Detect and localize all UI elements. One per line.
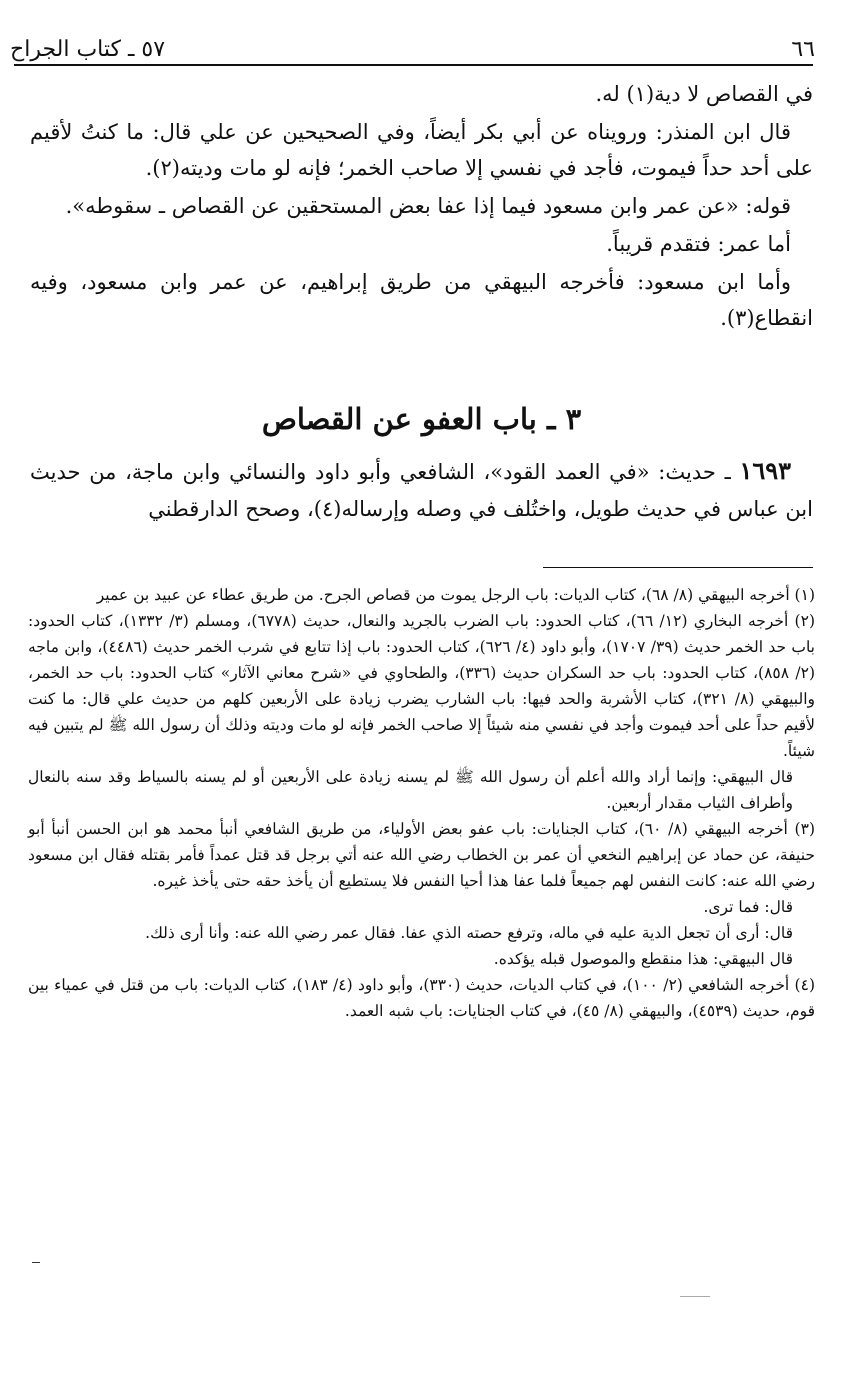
paragraph-5: وأما ابن مسعود: فأخرجه البيهقي من طريق إبراهيم، عن عمر وابن مسعود، وفيه انقطاع(٣). bbox=[30, 270, 813, 330]
footnotes bbox=[28, 582, 815, 1024]
hadith-paragraph bbox=[30, 452, 813, 528]
footnote-2: (٢) أخرجه البخاري (١٢/ ٦٦)، كتاب الحدود: باب الضرب بالجريد والنعال، حديث (٦٧٧٨)، ومسلم (٣/ ١٣٣٢)، كتاب الحدود: باب حد الخمر حديث (٣٩/ ١٧٠٧)، وأبو داود (٤/ ٦٢٦)، كتاب الحدود: باب إذا تتابع في شرب الخمر حديث (٤٤٨٦)، وابن ماجه (٢/ ٨٥٨)، كتاب الحدود: باب حد السكران حديث (٣٣٦)، والطحاوي في «شرح معاني الآثار» كتاب الحدود: باب حد الخمر، والبيهقي (٨/ ٣٢١)، كتاب الأشربة والحد فيها: باب الشارب يضرب زيادة على الأربعين كلهم من حديث علي قال: ما كنت لأقيم حداً على أحد فيموت وأجد في نفسي منه شيئاً إلا صاحب الخمر فإنه لو مات وديته وذلك أن رسول الله ﷺ لم يتبين فيه شيئاً. bbox=[28, 612, 816, 760]
paragraph-1: في القصاص لا دية(١) له. bbox=[595, 82, 813, 106]
margin-mark bbox=[32, 1262, 40, 1263]
main-text bbox=[30, 76, 813, 338]
footnote-3-line-c: قال: أرى أن تجعل الدية عليه في ماله، وترفع حصته الذي عفا. فقال عمر رضي الله عنه: وأنا أرى ذلك. bbox=[145, 924, 793, 942]
hadith-body: ـ حديث: «في العمد القود»، الشافعي وأبو داود والنسائي وابن ماجة، من حديث ابن عباس في حديث طويل، واختُلف في وصله وإرساله(٤)، وصحح الدارقطني bbox=[30, 460, 813, 521]
footnote-2-continued: قال البيهقي: وإنما أراد والله أعلم أن رسول الله ﷺ لم يسنه زيادة على الأربعين أو لم يسنه بالسياط وقد سنه بالنعال وأطراف الثياب مقدار أربعين. bbox=[28, 768, 793, 812]
hadith-text bbox=[30, 452, 813, 528]
header-rule bbox=[14, 64, 813, 66]
running-title: ٥٧ ـ كتاب الجراح bbox=[10, 37, 166, 62]
footnote-3: (٣) أخرجه البيهقي (٨/ ٦٠)، كتاب الجنايات: باب عفو بعض الأولياء، من طريق الشافعي أنبأ محمد هو ابن الحسن أنبأ أبو حنيفة، عن حماد عن إبراهيم النخعي أن عمر بن الخطاب رضي الله عنه أتي برجل قد قتل عمداً فأمر بقتله فقال ابن مسعود رضي الله عنه: كانت النفس لهم جميعاً فلما عفا هذا أحيا النفس فلا يستطيع أن يأخذ حقه حتى يأخذ غيره. bbox=[28, 820, 815, 890]
chapter-heading: ٣ ـ باب العفو عن القصاص bbox=[261, 402, 582, 436]
paragraph-2: قال ابن المنذر: ورويناه عن أبي بكر أيضاً، وفي الصحيحين عن علي قال: ما كنتُ لأقيم على أحد حداً فيموت، فأجد في نفسي إلا صاحب الخمر؛ فإنه لو مات وديته(٢). bbox=[30, 120, 813, 180]
footnote-1: (١) أخرجه البيهقي (٨/ ٦٨)، كتاب الديات: باب الرجل يموت من قصاص الجرح. من طريق عطاء عن عبيد بن عمير bbox=[96, 586, 815, 604]
footnote-4: (٤) أخرجه الشافعي (٢/ ١٠٠)، في كتاب الديات، حديث (٣٣٠)، وأبو داود (٤/ ١٨٣)، كتاب الديات: باب من قتل في عمياء بين قوم، حديث (٤٥٣٩)، والبيهقي (٨/ ٤٥)، في كتاب الجنايات: باب شبه العمد. bbox=[28, 976, 815, 1020]
page-number: ٦٦ bbox=[791, 37, 815, 62]
footnote-rule bbox=[543, 567, 813, 568]
hadith-number: ١٦٩٣ bbox=[739, 456, 791, 485]
footnote-3-line-d: قال البيهقي: هذا منقطع والموصول قبله يؤكده. bbox=[493, 950, 793, 968]
paragraph-4: أما عمر: فتقدم قريباً. bbox=[606, 232, 791, 256]
footnote-3-line-b: قال: فما ترى. bbox=[703, 898, 793, 916]
page-header bbox=[10, 26, 815, 62]
bottom-scan-mark bbox=[680, 1296, 710, 1297]
paragraph-3: قوله: «عن عمر وابن مسعود فيما إذا عفا بعض المستحقين عن القصاص ـ سقوطه». bbox=[65, 194, 791, 218]
